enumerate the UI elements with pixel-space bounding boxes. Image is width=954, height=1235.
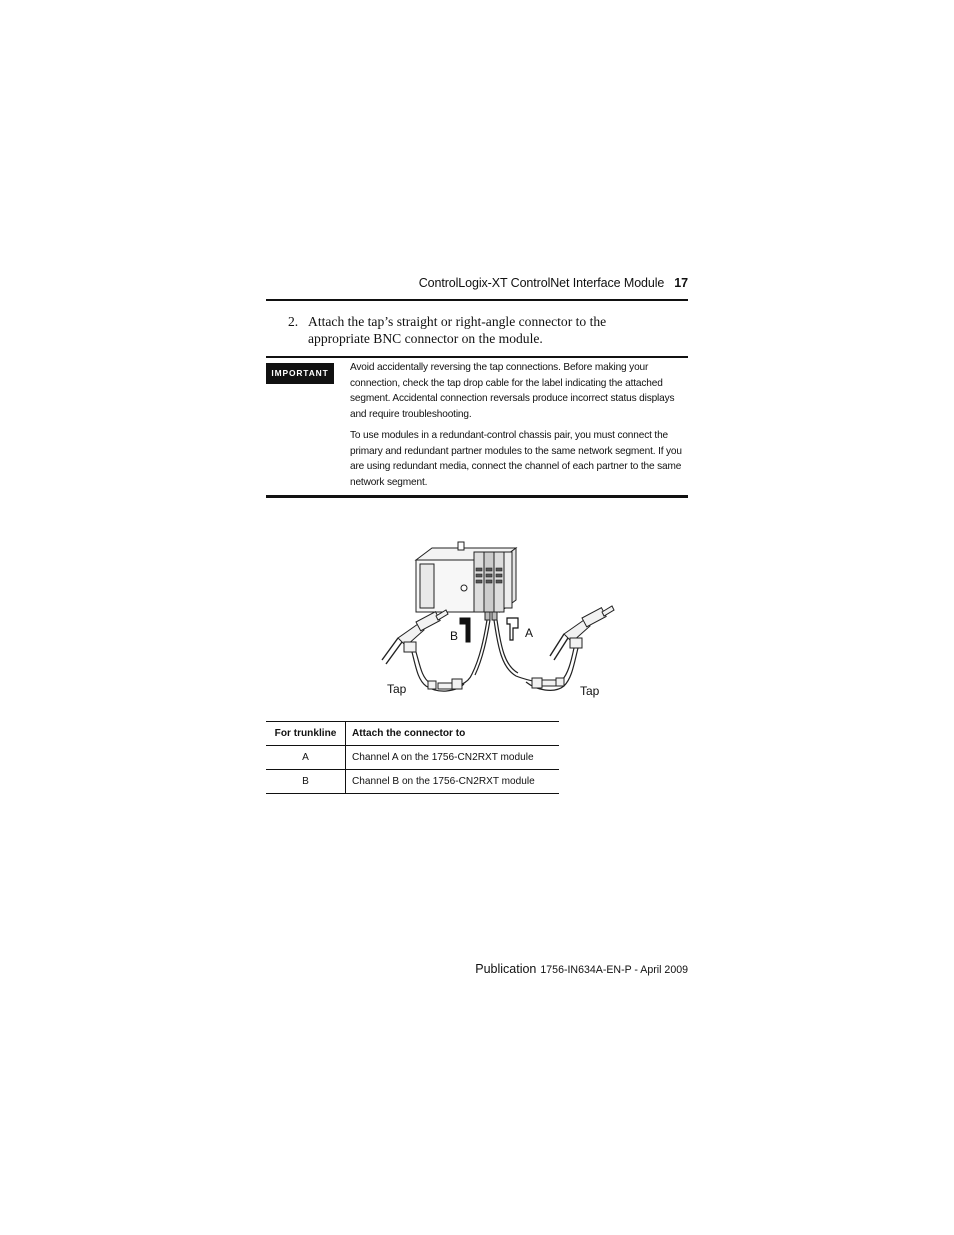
- step-number: 2.: [288, 314, 299, 329]
- important-top-rule: [266, 356, 688, 358]
- publication-id: 1756-IN634A-EN-P - April 2009: [540, 964, 688, 976]
- table-header-row: [266, 722, 559, 746]
- cell-trunkline: B: [266, 770, 346, 794]
- cell-trunkline: A: [266, 746, 346, 770]
- step-text: Attach the tap’s straight or right-angle connector to the appropriate BNC connector on the module.: [308, 314, 607, 346]
- label-a: A: [525, 626, 534, 640]
- publication-label: Publication: [475, 962, 537, 976]
- important-bottom-rule: [266, 495, 688, 498]
- col-header-trunkline: For trunkline: [266, 722, 346, 746]
- header-rule: [266, 299, 688, 301]
- page-number: 17: [674, 276, 688, 290]
- col-header-attach: Attach the connector to: [346, 722, 560, 746]
- cell-attach: Channel A on the 1756-CN2RXT module: [346, 746, 560, 770]
- label-b: B: [450, 629, 459, 643]
- table-row: [266, 770, 559, 794]
- important-paragraph-2: To use modules in a redundant-control chassis pair, you must connect the primary and redundant partner modules to the same network segment. If you are using redundant media, connect the channel of each partner to the same network segment.: [350, 430, 682, 488]
- important-badge: IMPORTANT: [266, 363, 334, 384]
- running-header: [266, 276, 688, 300]
- cell-attach: Channel B on the 1756-CN2RXT module: [346, 770, 560, 794]
- page-footer: [430, 962, 688, 976]
- label-tap-left: Tap: [387, 682, 407, 696]
- trunkline-table: [266, 721, 559, 794]
- table-row: [266, 746, 559, 770]
- header-title: ControlLogix-XT ControlNet Interface Module: [418, 276, 665, 290]
- chassis-tap-illustration: [376, 538, 626, 704]
- tap-connection-figure: [376, 538, 626, 704]
- label-tap-right: Tap: [580, 684, 600, 698]
- important-paragraph-1: Avoid accidentally reversing the tap connections. Before making your connection, check the tap drop cable for the label indicating the attached segment. Accidental connection reversals produce incorrect status displays and require troubleshooting.: [350, 362, 675, 420]
